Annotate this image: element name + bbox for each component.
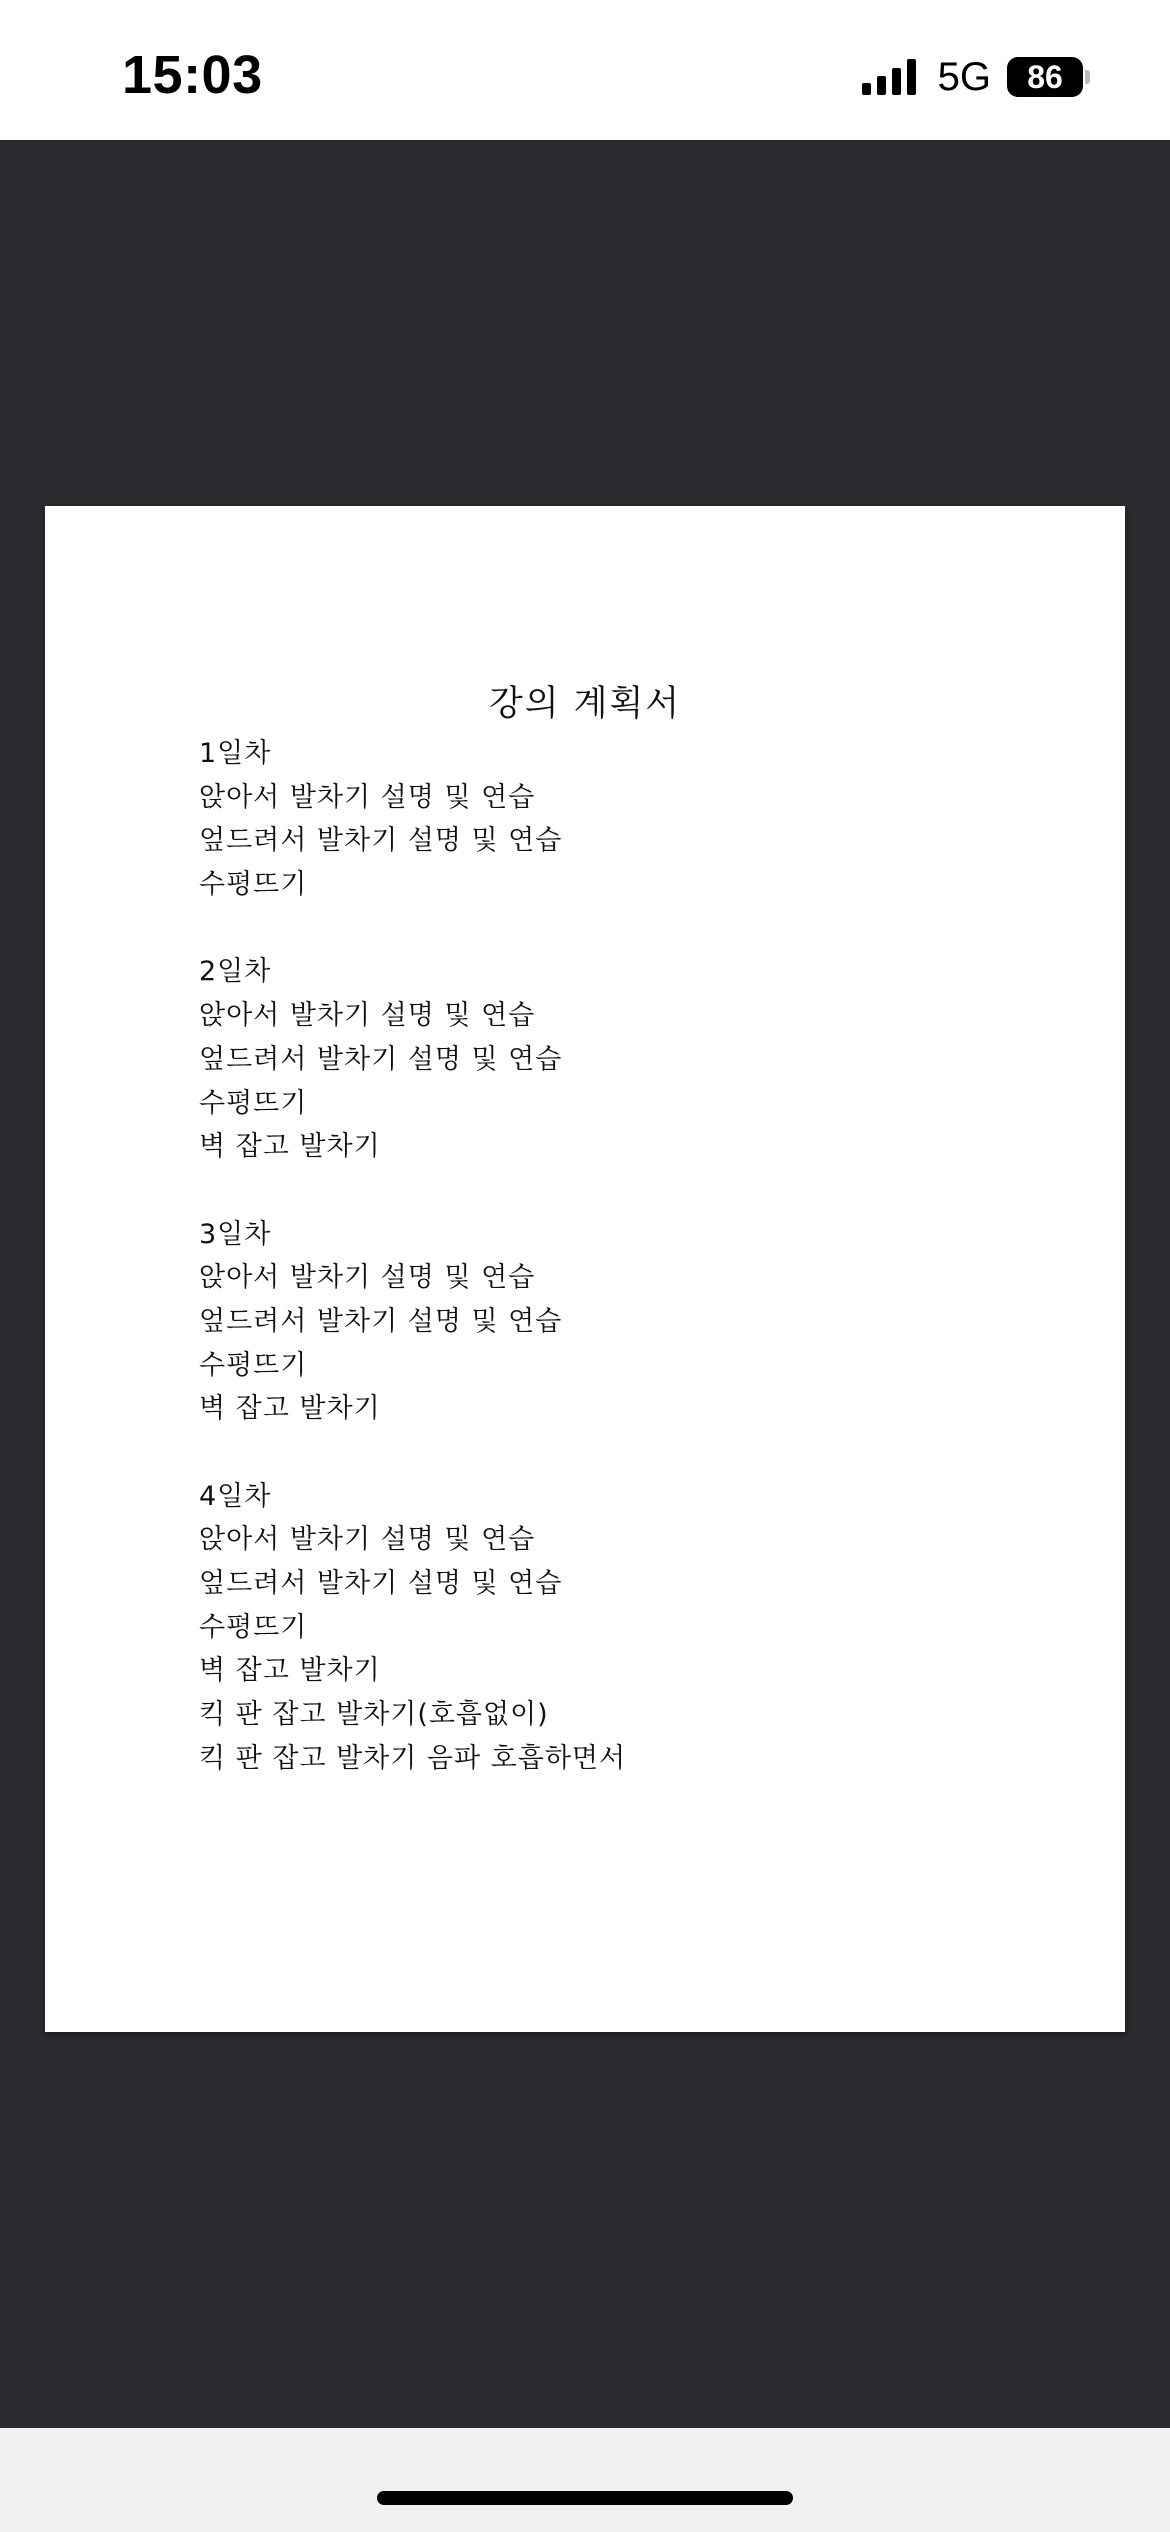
plan-item: 앉아서 발차기 설명 및 연습 — [199, 781, 536, 813]
document-body — [199, 732, 1059, 1781]
plan-item: 엎드려서 발차기 설명 및 연습 — [199, 825, 563, 857]
day-heading: 4일차 — [199, 1480, 272, 1512]
plan-item: 수평뜨기 — [199, 1349, 308, 1381]
plan-item: 앉아서 발차기 설명 및 연습 — [199, 1000, 536, 1032]
network-type-label: 5G — [937, 54, 991, 99]
section-spacer — [199, 907, 1059, 951]
battery-level: 86 — [1027, 58, 1063, 95]
section-spacer — [199, 1431, 1059, 1475]
plan-item: 벽 잡고 발차기 — [199, 1655, 381, 1687]
status-time: 15:03 — [122, 45, 263, 105]
day-heading: 1일차 — [199, 738, 272, 769]
plan-item: 수평뜨기 — [199, 869, 308, 901]
battery-icon — [1007, 57, 1083, 97]
day-heading: 3일차 — [199, 1218, 272, 1250]
plan-item: 엎드려서 발차기 설명 및 연습 — [199, 1043, 563, 1075]
section-spacer — [199, 1169, 1059, 1213]
plan-item: 킥 판 잡고 발차기 음파 호흡하면서 — [199, 1742, 627, 1774]
status-bar — [0, 0, 1170, 140]
plan-item: 엎드려서 발차기 설명 및 연습 — [199, 1568, 563, 1600]
plan-item: 수평뜨기 — [199, 1087, 308, 1119]
home-indicator[interactable] — [377, 2491, 793, 2505]
plan-item: 벽 잡고 발차기 — [199, 1393, 381, 1425]
document-page[interactable] — [45, 506, 1125, 2032]
bottom-bar — [0, 2428, 1170, 2532]
plan-item: 수평뜨기 — [199, 1611, 308, 1643]
plan-item: 킥 판 잡고 발차기(호흡없이) — [199, 1699, 549, 1731]
day-heading: 2일차 — [199, 956, 272, 988]
battery-tip — [1085, 70, 1090, 84]
plan-item: 엎드려서 발차기 설명 및 연습 — [199, 1305, 563, 1337]
plan-item: 앉아서 발차기 설명 및 연습 — [199, 1262, 536, 1294]
plan-item: 벽 잡고 발차기 — [199, 1131, 381, 1163]
plan-item: 앉아서 발차기 설명 및 연습 — [199, 1524, 536, 1556]
document-title: 강의 계획서 — [488, 684, 682, 724]
status-indicators — [862, 52, 1090, 102]
cellular-signal-icon — [862, 59, 916, 95]
